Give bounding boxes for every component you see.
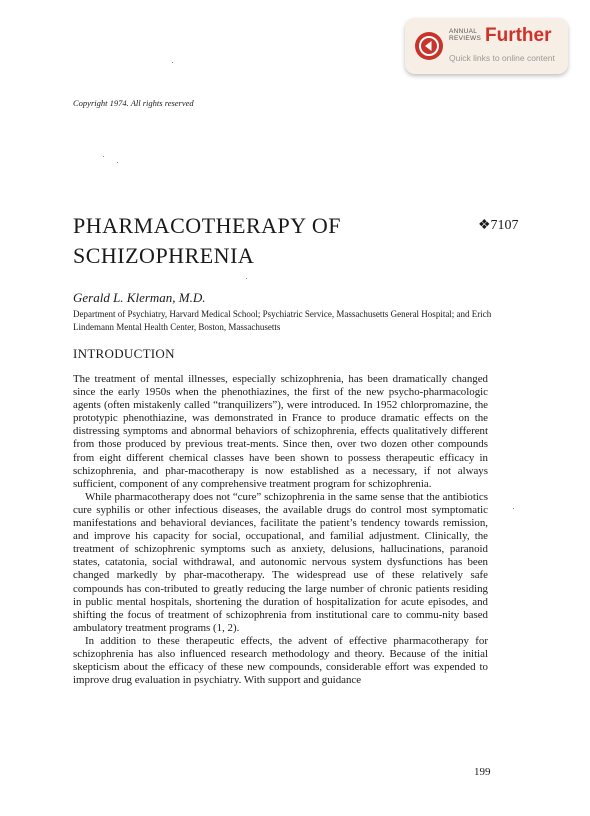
paragraph: While pharmacotherapy does not “cure” schizophrenia in the same sense that the antibiotics cure syphilis or other infectious diseases, the available drugs do control most symptomatic manifestations and behavioral deviances, facilitate the patient’s tendency towards remission, and improve his capacity for social, occupational, and familial adjustment. Clinically, the treatment of schizophrenic symptoms such as anxiety, delusions, hallucinations, paranoid states, catatonia, social withdrawal, and autonomic nervous system dysfunctions has been changed markedly by phar-macotherapy. The widespread use of these relatively safe compounds has con-tributed to greatly reducing the large number of chronic patients residing in public mental hospitals, shortening the duration of hospitalization for acute episodes, and shifting the focus of treatment of schizophrenia from institutional care to commu-nity based ambulatory treatment programs (1, 2). [73, 490, 488, 634]
article-body [73, 373, 488, 687]
author-name: Gerald L. Klerman, M.D. [73, 290, 206, 305]
scan-speck [172, 62, 173, 63]
page-number: 199 [474, 766, 491, 778]
further-label: Further [485, 25, 552, 46]
scan-speck [513, 508, 514, 509]
further-links-badge[interactable] [405, 18, 568, 74]
paragraph: In addition to these therapeutic effects, the advent of effective pharmacotherapy for schizophrenia has also influenced research methodology and theory. Because of the initial skepticism about the efficacy of these new compounds, considerable effort was expended to improve drug evaluation in psychiatry. With support and guidance [73, 634, 488, 687]
annual-reviews-logo: ANNUAL REVIEWS [449, 28, 482, 42]
further-tagline: Quick links to online content [449, 53, 555, 63]
scan-speck [117, 162, 118, 163]
copyright-notice: Copyright 1974. All rights reserved [73, 98, 194, 108]
section-heading: INTRODUCTION [73, 346, 175, 361]
scan-speck [246, 278, 247, 279]
author-affiliation: Department of Psychiatry, Harvard Medical School; Psychiatric Service, Massachusetts General Hospital; and Erich Lindemann Mental Health Center, Boston, Massachusetts [73, 309, 492, 332]
scan-speck [103, 156, 104, 157]
article-title: PHARMACOTHERAPY OF SCHIZOPHRENIA [73, 213, 341, 268]
paragraph: The treatment of mental illnesses, especially schizophrenia, has been dramatically changed since the early 1950s when the phenothiazines, the first of the new psycho-pharmacologic agents (often mistakenly called “tranquilizers”), were introduced. In 1952 chlorpromazine, the prototypic phenothiazine, was demonstrated in France to produce dramatic effects on the distressing symptoms and abnormal behaviors of schizophrenia, effects qualitatively different from those produced by previous treat-ments. Since then, over two dozen other compounds from eight different chemical classes have been shown to possess therapeutic efficacy in schizophrenia, and phar-macotherapy is now established as a necessary, if not always sufficient, component of any comprehensive treatment program for schizophrenia. [73, 373, 488, 490]
article-code: ❖7107 [478, 218, 519, 233]
play-icon [415, 32, 443, 60]
